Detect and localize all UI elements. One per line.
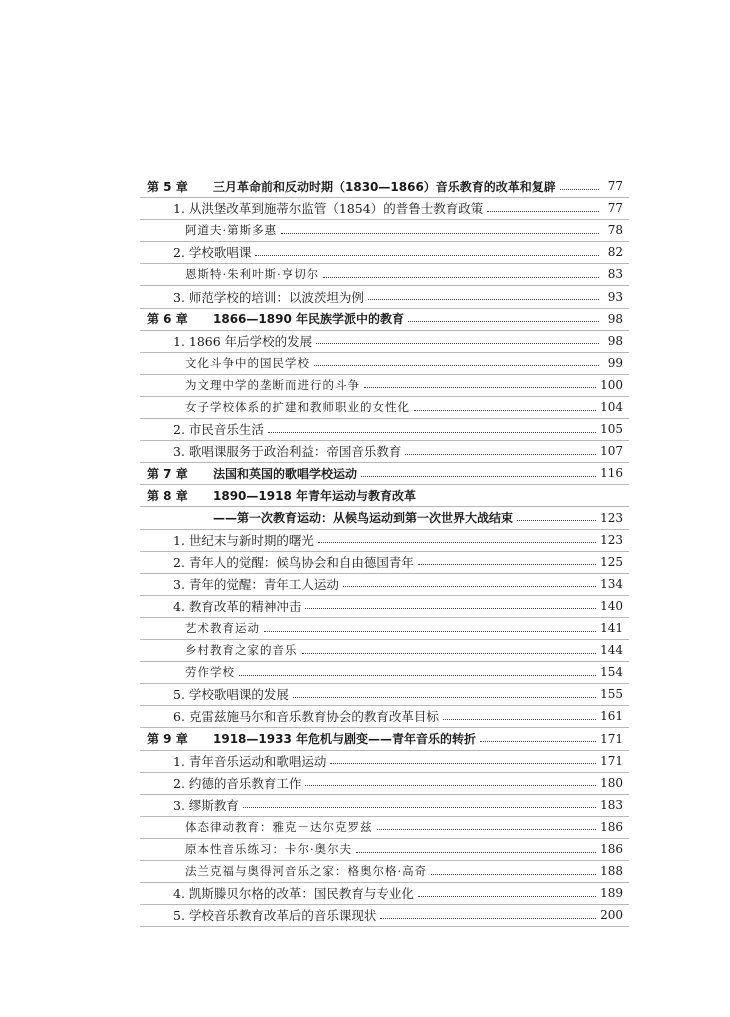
toc-section-entry [173, 573, 623, 595]
toc-subsection-entry [185, 816, 623, 838]
page-number: 116 [600, 466, 623, 481]
toc-section-entry [173, 551, 623, 573]
page-number: 180 [600, 775, 623, 790]
entry-title: 4. 教育改革的精神冲击 [173, 598, 302, 614]
entry-title: 1. 1866 年后学校的发展 [173, 333, 313, 349]
dot-leader [323, 277, 599, 278]
dot-leader [305, 608, 596, 609]
page-number: 144 [600, 643, 623, 658]
page-number: 78 [607, 223, 623, 238]
dot-leader [364, 387, 596, 388]
toc-chapter-entry [147, 484, 623, 506]
toc-subsection-entry [185, 263, 623, 285]
page-number: 171 [600, 731, 623, 746]
toc-section-entry [173, 595, 623, 617]
entry-title: 3. 青年的觉醒：青年工人运动 [173, 576, 339, 592]
dot-leader [517, 520, 596, 521]
dot-leader [318, 542, 596, 543]
toc-section-entry [173, 197, 623, 219]
page-number: 93 [607, 289, 623, 304]
entry-title: 三月革命前和反动时期（1830—1866）音乐教育的改革和复辟 [213, 179, 556, 194]
toc-subsection-entry [185, 374, 623, 396]
toc-section-entry [173, 418, 623, 440]
toc-chapter-entry [147, 728, 623, 750]
entry-title: 1918—1933 年危机与剧变——青年音乐的转折 [213, 732, 476, 746]
dot-leader [560, 189, 599, 190]
page-number: 77 [607, 179, 623, 193]
page-number: 183 [600, 797, 623, 812]
entry-title: 法国和英国的歌唱学校运动 [213, 466, 358, 481]
entry-title: 乡村教育之家的音乐 [185, 643, 298, 658]
page-number: 104 [600, 400, 623, 414]
page-number: 188 [600, 864, 623, 879]
dot-leader [356, 852, 596, 853]
toc-subsection-entry [185, 396, 623, 418]
dot-leader [418, 564, 596, 565]
dot-leader [408, 321, 599, 322]
entry-title: 1. 青年音乐运动和歌唱运动 [173, 753, 327, 769]
page-number: 105 [600, 422, 623, 437]
entry-title: 为文理中学的垄断而进行的斗争 [185, 377, 360, 392]
toc-chapter-entry [147, 462, 623, 484]
entry-title: 艺术教育运动 [185, 621, 260, 635]
dot-leader [377, 829, 597, 830]
entry-title: 1. 世纪末与新时期的曙光 [173, 532, 314, 548]
entry-title: 原本性音乐练习：卡尔·奥尔夫 [185, 842, 353, 856]
page-number: 189 [600, 886, 623, 901]
entry-title: 阿道夫·第斯多惠 [185, 223, 278, 238]
chapter-label: 第 5 章 [147, 179, 188, 194]
page-number: 123 [600, 532, 623, 547]
page-number: 123 [600, 510, 623, 525]
entry-title: 1890—1918 年青年运动与教育改革 [213, 488, 416, 503]
toc-subsection-entry [185, 352, 623, 374]
toc-section-entry [213, 507, 623, 529]
dot-leader [380, 918, 596, 919]
dot-leader [368, 299, 599, 300]
dot-leader [302, 653, 597, 654]
dot-leader [418, 896, 596, 897]
chapter-label: 第 9 章 [147, 732, 188, 746]
toc-section-entry [173, 705, 623, 727]
dot-leader [316, 343, 599, 344]
row-separator [140, 926, 629, 927]
entry-title: 2. 约德的音乐教育工作 [173, 775, 302, 791]
toc-section-entry [173, 286, 623, 308]
entry-title: 6. 克雷兹施马尔和音乐教育协会的教育改革目标 [173, 709, 439, 725]
entry-title: 3. 歌唱课服务于政治利益：帝国音乐教育 [173, 444, 402, 460]
dot-leader [268, 432, 596, 433]
chapter-label: 第 7 章 [147, 466, 188, 481]
toc-section-entry [173, 241, 623, 263]
page-number: 98 [607, 333, 623, 348]
dot-leader [405, 454, 596, 455]
toc-subsection-entry [185, 838, 623, 860]
page-number: 77 [607, 201, 623, 216]
entry-title: 3. 缪斯教育 [173, 797, 239, 813]
page-number: 186 [600, 819, 623, 834]
entry-title: 文化斗争中的国民学校 [185, 355, 310, 370]
dot-leader [443, 719, 596, 720]
page-number: 82 [607, 245, 623, 260]
dot-leader [487, 211, 599, 212]
page-number: 134 [600, 576, 623, 591]
page-number: 171 [600, 753, 623, 768]
toc-subsection-entry [185, 617, 623, 639]
dot-leader [243, 807, 596, 808]
dot-leader [239, 675, 596, 676]
page-number: 186 [600, 842, 623, 856]
dot-leader [343, 586, 596, 587]
dot-leader [264, 631, 596, 632]
toc-section-entry [173, 440, 623, 462]
toc-section-entry [173, 529, 623, 551]
entry-title: 体态律动教育：雅克－达尔克罗兹 [185, 819, 373, 834]
entry-title: 5. 学校音乐教育改革后的音乐课现状 [173, 908, 377, 924]
page-number: 140 [600, 598, 623, 613]
page-number: 107 [600, 444, 623, 459]
dot-leader [255, 255, 599, 256]
toc-chapter-entry [147, 175, 623, 197]
page-number: 125 [600, 554, 623, 569]
entry-title: 法兰克福与奥得河音乐之家：格奥尔格·高奇 [185, 864, 428, 879]
toc-section-entry [173, 330, 623, 352]
page-number: 100 [600, 377, 623, 392]
entry-title: 2. 青年人的觉醒：候鸟协会和自由德国青年 [173, 554, 414, 570]
entry-title: 2. 市民音乐生活 [173, 422, 264, 438]
chapter-label: 第 6 章 [147, 312, 188, 327]
chapter-label: 第 8 章 [147, 488, 188, 503]
page-number: 99 [607, 355, 623, 370]
dot-leader [314, 365, 599, 366]
dot-leader [414, 410, 596, 411]
entry-title: ——第一次教育运动：从候鸟运动到第一次世界大战结束 [213, 511, 514, 525]
toc-subsection-entry [185, 219, 623, 241]
toc-section-entry [173, 794, 623, 816]
entry-title: 3. 师范学校的培训：以波茨坦为例 [173, 289, 364, 305]
page-number: 83 [607, 267, 623, 282]
page-number: 154 [600, 665, 623, 680]
toc-section-entry [173, 772, 623, 794]
entry-title: 5. 学校歌唱课的发展 [173, 687, 289, 703]
dot-leader [305, 785, 596, 786]
entry-title: 4. 凯斯滕贝尔格的改革：国民教育与专业化 [173, 886, 414, 902]
dot-leader [480, 741, 596, 742]
page-number: 141 [600, 621, 623, 635]
toc-section-entry [173, 750, 623, 772]
toc-chapter-entry [147, 308, 623, 330]
toc-subsection-entry [185, 661, 623, 683]
dot-leader [431, 874, 596, 875]
toc-section-entry [173, 683, 623, 705]
toc-subsection-entry [185, 639, 623, 661]
page-number: 161 [600, 709, 623, 724]
page-number: 200 [600, 908, 623, 923]
toc-section-entry [173, 882, 623, 904]
toc-section-entry [173, 904, 623, 926]
entry-title: 恩斯特·朱利叶斯·亨切尔 [185, 267, 320, 282]
page-number: 98 [607, 311, 623, 326]
entry-title: 劳作学校 [185, 665, 235, 680]
dot-leader [281, 233, 599, 234]
toc-subsection-entry [185, 860, 623, 882]
entry-title: 1. 从洪堡改革到施蒂尔监管（1854）的普鲁士教育政策 [173, 201, 484, 217]
page-number: 155 [600, 687, 623, 702]
entry-title: 2. 学校歌唱课 [173, 245, 252, 261]
dot-leader [293, 697, 596, 698]
dot-leader [330, 763, 596, 764]
entry-title: 女子学校体系的扩建和教师职业的女性化 [185, 400, 410, 414]
entry-title: 1866—1890 年民族学派中的教育 [213, 312, 404, 327]
dot-leader [361, 476, 596, 477]
